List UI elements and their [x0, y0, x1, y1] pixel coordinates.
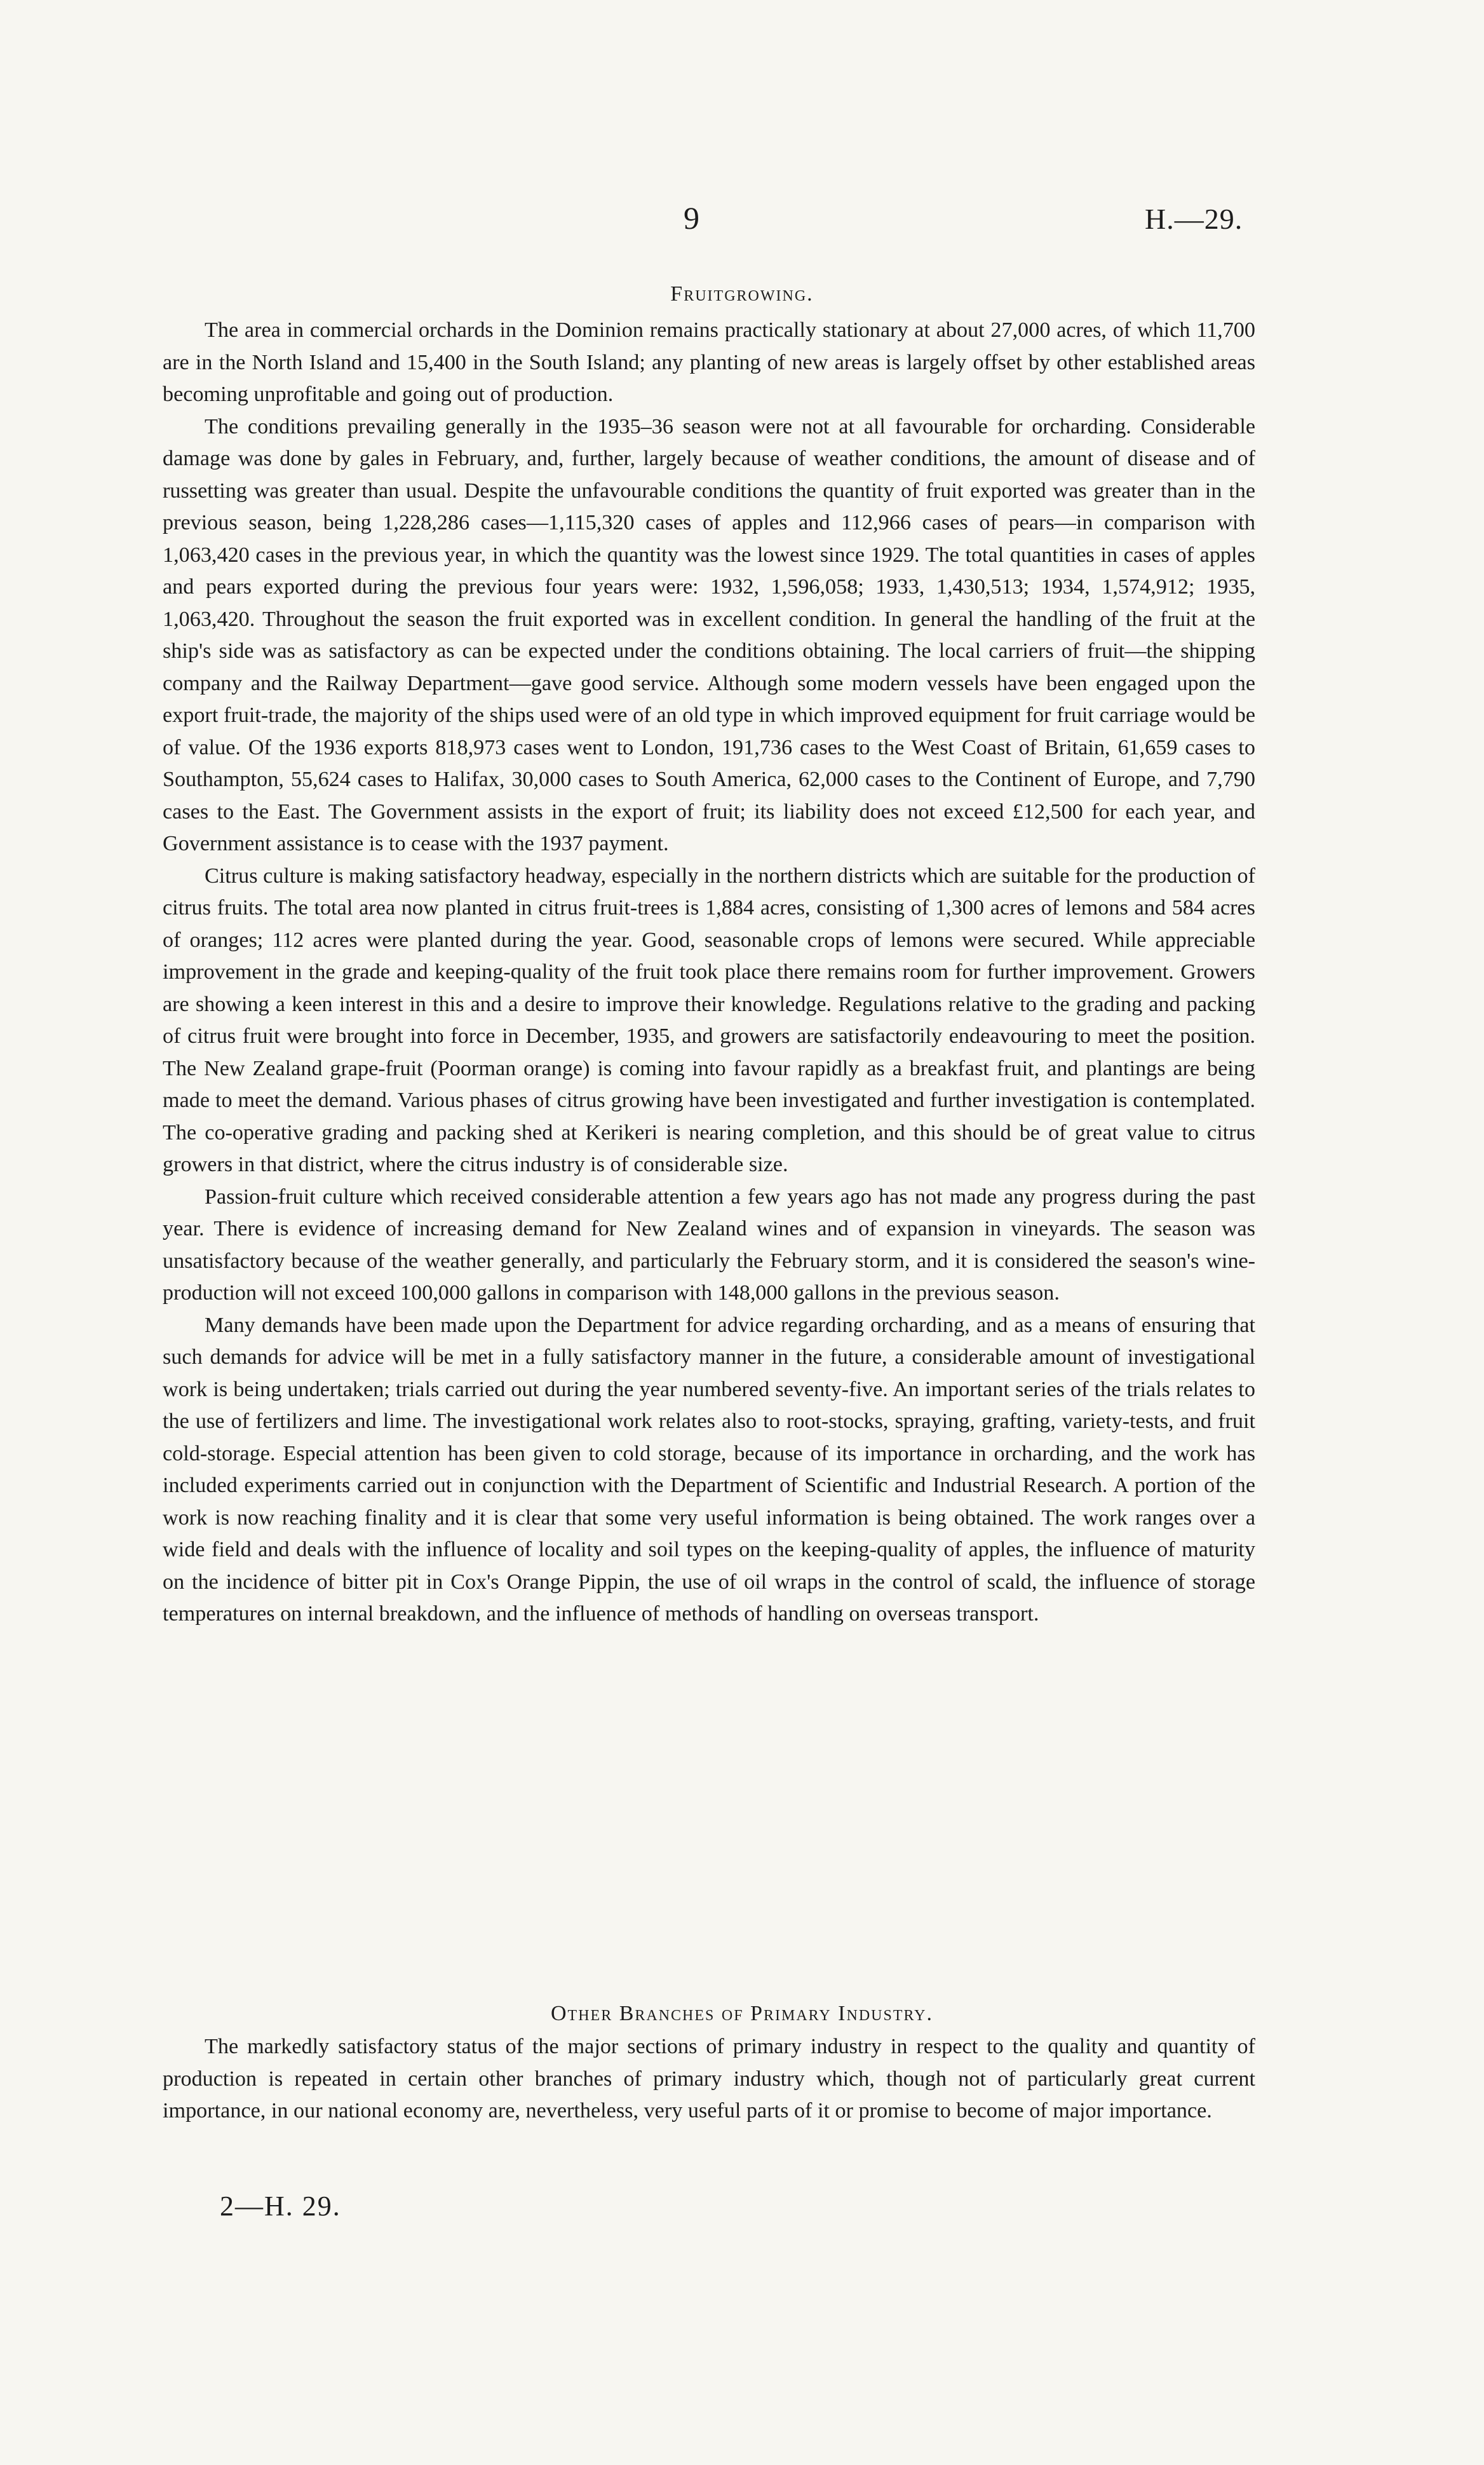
footer-signature: 2—H. 29.: [220, 2190, 341, 2222]
paragraph: Passion-fruit culture which received considerable attention a few years ago has not made any progress during the past year. There is evidence of increasing demand for New Zealand wines and of expansion in vineyards. The season was unsatisfactory because of the weather generally, and particularly the February storm, and it is considered the season's wine-production will not exceed 100,000 gallons in comparison with 148,000 gallons in the previous season.: [163, 1185, 1255, 1305]
section-heading-other-branches: Other Branches of Primary Industry.: [550, 2002, 934, 2025]
section-body-fruitgrowing: [163, 315, 1255, 1631]
paragraph: Many demands have been made upon the Department for advice regarding orcharding, and as a means of ensuring that such demands for advice will be met in a fully satisfactory manner in the future, a considerable amount of investigational work is being undertaken; trials carried out during the year numbered seventy-five. An important series of the trials relates to the use of fertilizers and lime. The investigational work relates also to root-stocks, spraying, grafting, variety-tests, and fruit cold-storage. Especial attention has been given to cold storage, because of its importance in orcharding, and the work has included experiments carried out in conjunction with the Department of Scientific and Industrial Research. A portion of the work is now reaching finality and it is clear that some very useful information is being obtained. The work ranges over a wide field and deals with the influence of locality and soil types on the keeping-quality of apples, the influence of maturity on the incidence of bitter pit in Cox's Orange Pippin, the use of oil wraps in the control of scald, the influence of storage temperatures on internal breakdown, and the influence of methods of handling on overseas transport.: [163, 1313, 1255, 1626]
paragraph: Citrus culture is making satisfactory headway, especially in the northern districts which are suitable for the production of citrus fruits. The total area now planted in citrus fruit-trees is 1,884 acres, consisting of 1,300 acres of lemons and 584 acres of oranges; 112 acres were planted during the year. Good, seasonable crops of lemons were secured. While appreciable improvement in the grade and keeping-quality of the fruit took place there remains room for further improvement. Growers are showing a keen interest in this and a desire to improve their knowledge. Regulations relative to the grading and packing of citrus fruit were brought into force in December, 1935, and growers are satisfactorily endeavouring to meet the position. The New Zealand grape-fruit (Poorman orange) is coming into favour rapidly as a breakfast fruit, and plantings are being made to meet the demand. Various phases of citrus growing have been investigated and further investigation is contemplated. The co-operative grading and packing shed at Kerikeri is nearing completion, and this should be of great value to citrus growers in that district, where the citrus industry is of considerable size.: [163, 864, 1255, 1176]
section-heading-fruitgrowing: Fruitgrowing.: [670, 282, 814, 306]
page-number: 9: [684, 200, 699, 236]
document-reference: H.—29.: [1145, 203, 1243, 235]
paragraph: The markedly satisfactory status of the major sections of primary industry in respect to the quality and quantity of production is repeated in certain other branches of primary industry which, though not of particularly great current importance, in our national economy are, nevertheless, very useful parts of it or promise to become of major importance.: [163, 2035, 1255, 2122]
section-body-other-branches: [163, 2031, 1255, 2128]
paragraph: The conditions prevailing generally in the 1935–36 season were not at all favourable for orcharding. Considerable damage was done by gales in February, and, further, largely because of weather conditions, the amount of disease and of russetting was greater than usual. Despite the unfavourable conditions the quantity of fruit exported was greater than in the previous season, being 1,228,286 cases—1,115,320 cases of apples and 112,966 cases of pears—in comparison with 1,063,420 cases in the previous year, in which the quantity was the lowest since 1929. The total quantities in cases of apples and pears exported during the previous four years were: 1932, 1,596,058; 1933, 1,430,513; 1934, 1,574,912; 1935, 1,063,420. Throughout the season the fruit exported was in excellent condition. In general the handling of the fruit at the ship's side was as satisfactory as can be expected under the conditions obtaining. The local carriers of fruit—the shipping company and the Railway Department—gave good service. Although some modern vessels have been engaged upon the export fruit-trade, the majority of the ships used were of an old type in which improved equipment for fruit carriage would be of value. Of the 1936 exports 818,973 cases went to London, 191,736 cases to the West Coast of Britain, 61,659 cases to Southampton, 55,624 cases to Halifax, 30,000 cases to South America, 62,000 cases to the Continent of Europe, and 7,790 cases to the East. The Government assists in the export of fruit; its liability does not exceed £12,500 for each year, and Government assistance is to cease with the 1937 payment.: [163, 414, 1255, 855]
paragraph: The area in commercial orchards in the Dominion remains practically stationary at about 27,000 acres, of which 11,700 are in the North Island and 15,400 in the South Island; any planting of new areas is largely offset by other established areas becoming unprofitable and going out of production.: [163, 318, 1255, 406]
